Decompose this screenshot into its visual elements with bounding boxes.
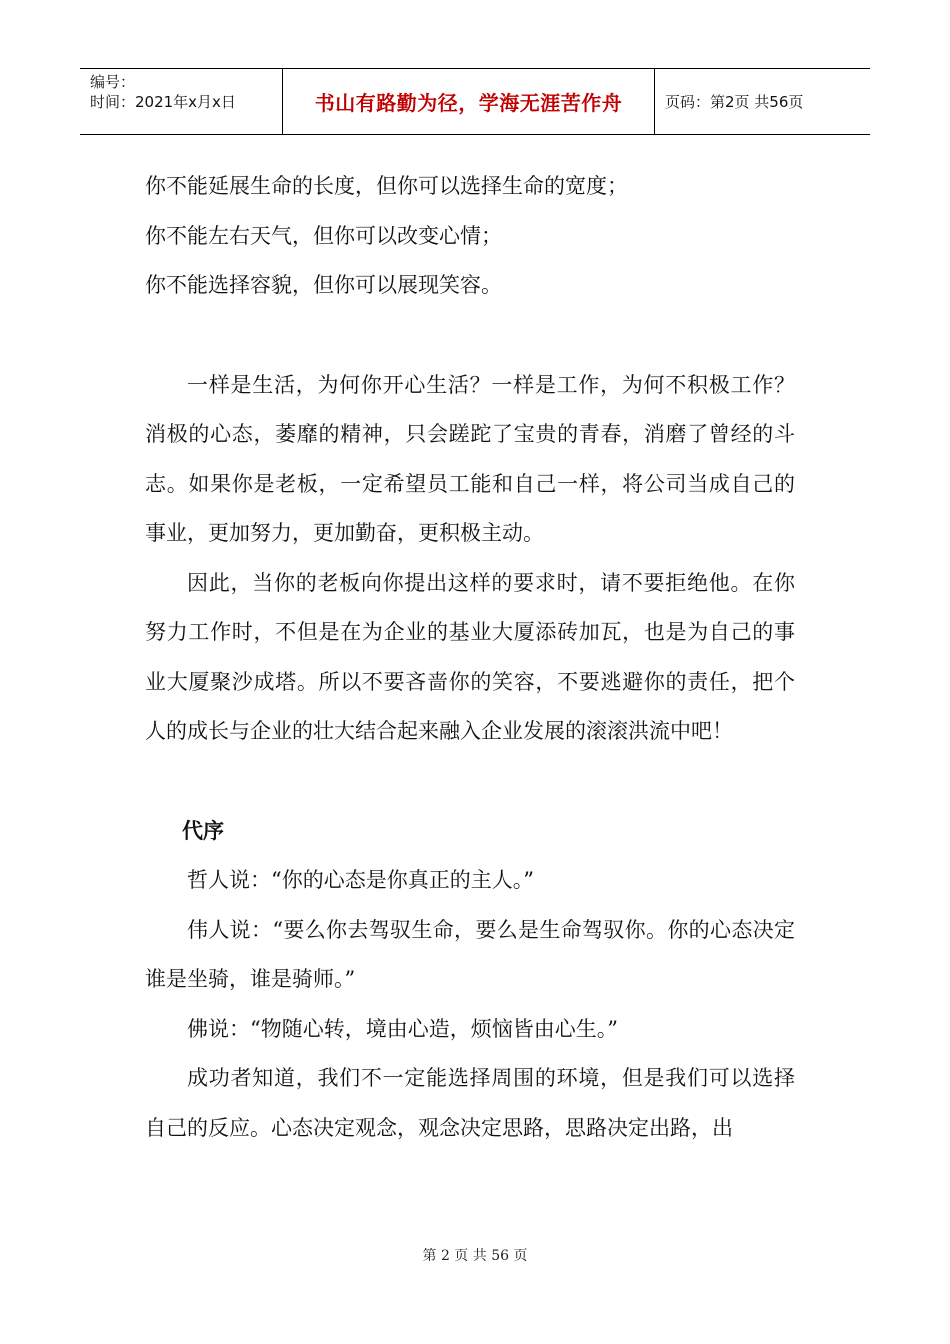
spacer: [145, 757, 795, 807]
page-footer: 第 2 页 共 56 页: [422, 1248, 528, 1264]
time-label: 时间：2021年x月x日: [90, 93, 236, 111]
page-info-text: 页码：第2页 共56页: [665, 93, 804, 111]
header-page-info: [655, 69, 870, 134]
document-body: [145, 162, 795, 1153]
body-line: 你不能延展生命的长度，但你可以选择生命的宽度；: [145, 174, 628, 198]
section-heading: 代序: [182, 818, 224, 843]
section-paragraph: 伟人说：“要么你去驾驭生命，要么是生命驾驭你。你的心态决定谁是坐骑，谁是骑师。”: [145, 917, 795, 991]
header-meta: [80, 69, 282, 134]
body-line: 你不能选择容貌，但你可以展现笑容。: [145, 273, 502, 297]
body-line: 你不能左右天气，但你可以改变心情；: [145, 223, 502, 248]
motto-text: 书山有路勤为径，学海无涯苦作舟: [314, 91, 623, 115]
spacer: [145, 311, 795, 361]
section-paragraph: 成功者知道，我们不一定能选择周围的环境，但是我们可以选择自己的反应。心态决定观念，观念决定思路，思路决定出路，出: [145, 1066, 795, 1140]
number-label: 编号：: [90, 73, 136, 91]
header-motto: [282, 69, 655, 134]
page-header: [80, 68, 870, 135]
body-paragraph: 因此，当你的老板向你提出这样的要求时，请不要拒绝他。在你努力工作时，不但是在为企业的基业大厦添砖加瓦，也是为自己的事业大厦聚沙成塔。所以不要吝啬你的笑容，不要逃避你的责任，把个人的成长与企业的壮大结合起来融入企业发展的滚滚洪流中吧！: [145, 570, 795, 743]
section-paragraph: 哲人说：“你的心态是你真正的主人。”: [187, 868, 534, 892]
section-paragraph: 佛说：“物随心转，境由心造，烦恼皆由心生。”: [187, 1016, 618, 1041]
body-paragraph: 一样是生活，为何你开心生活？一样是工作，为何不积极工作？消极的心态，萎靡的精神，只会蹉跎了宝贵的青春，消磨了曾经的斗志。如果你是老板，一定希望员工能和自己一样，将公司当成自己的事业，更加努力，更加勤奋，更积极主动。: [145, 372, 795, 545]
